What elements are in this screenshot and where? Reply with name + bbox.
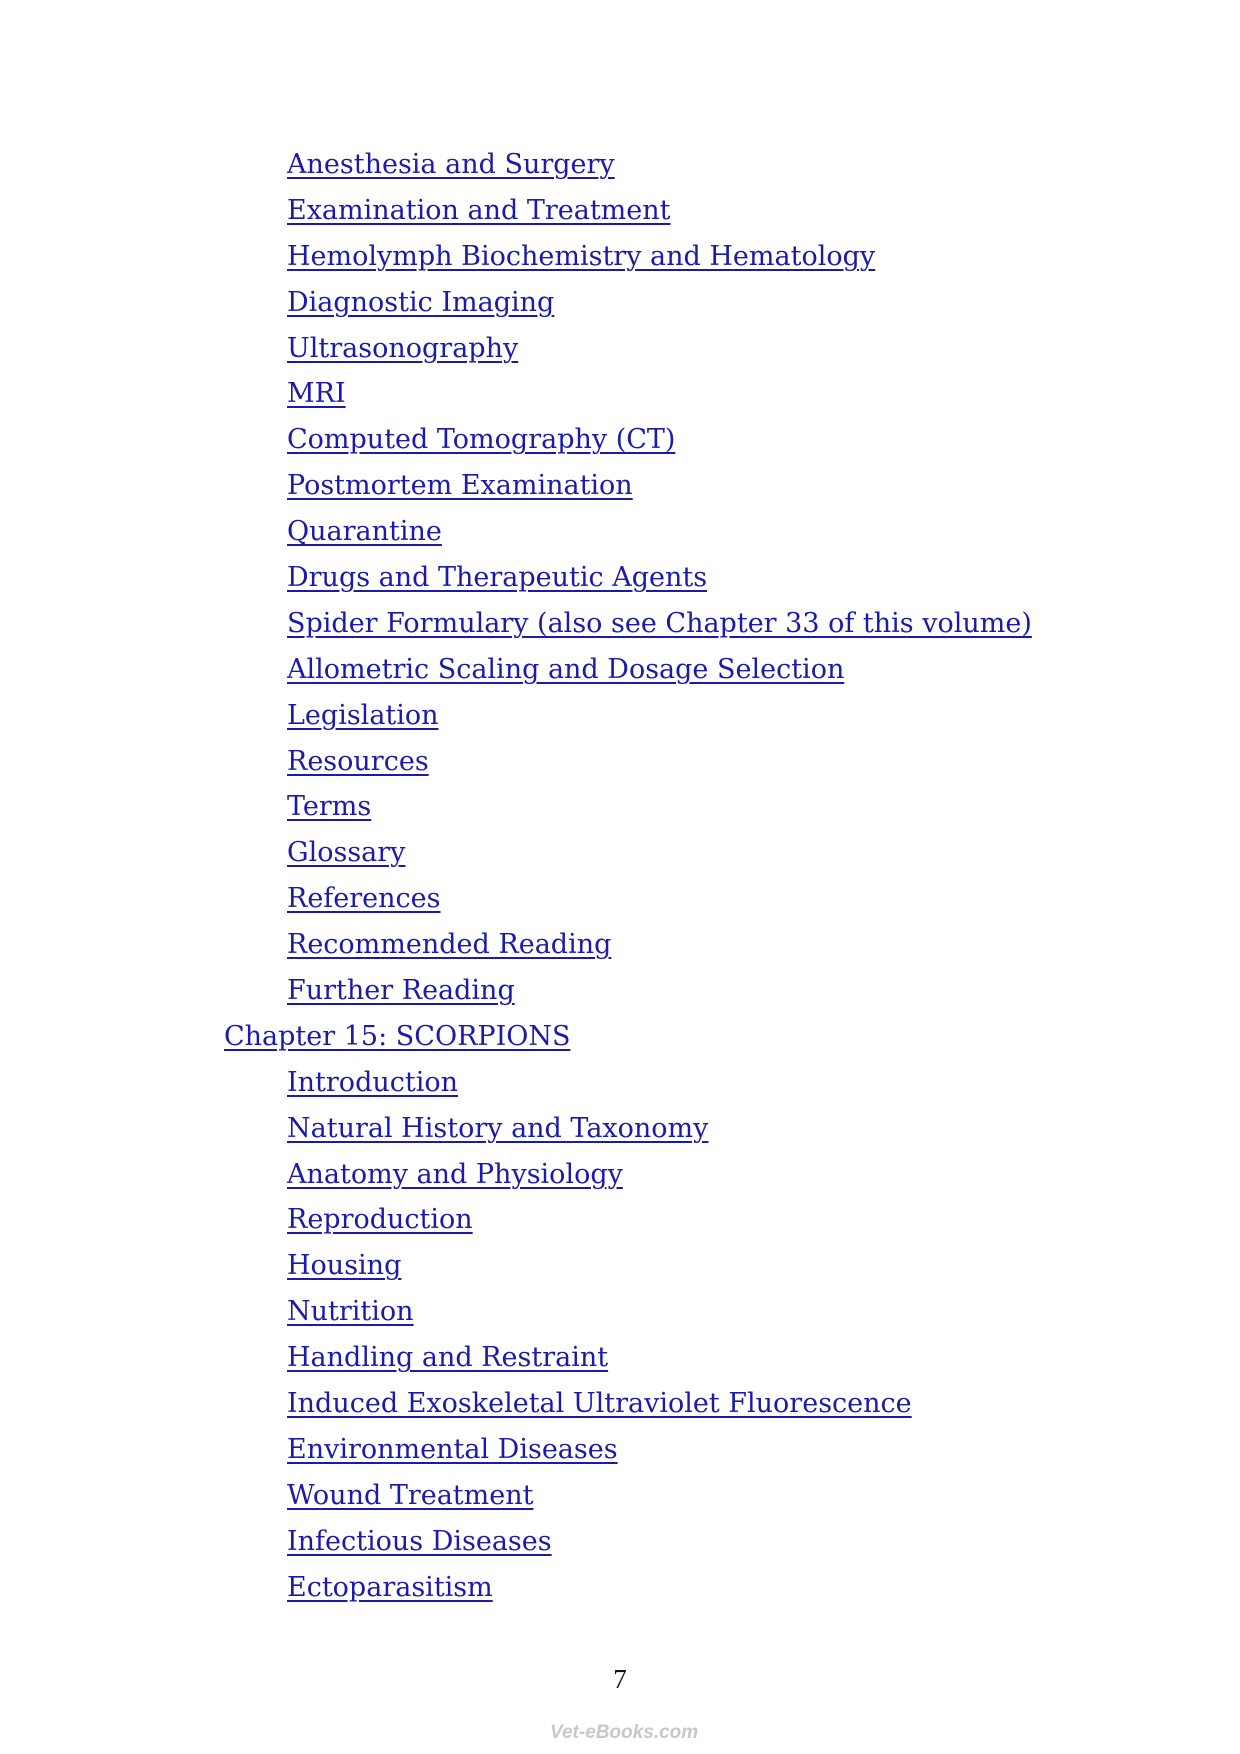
toc-link[interactable]: Hemolymph Biochemistry and Hematology bbox=[287, 240, 876, 272]
toc-link[interactable]: Terms bbox=[287, 791, 372, 823]
toc-link[interactable]: MRI bbox=[287, 378, 346, 410]
toc-entry bbox=[0, 237, 1240, 283]
toc-entry bbox=[0, 1063, 1240, 1109]
toc-entry bbox=[0, 787, 1240, 833]
toc-link[interactable]: Natural History and Taxonomy bbox=[287, 1112, 709, 1144]
toc-link[interactable]: Handling and Restraint bbox=[287, 1342, 609, 1374]
toc-entry bbox=[0, 604, 1240, 650]
toc-link[interactable]: Examination and Treatment bbox=[287, 194, 671, 226]
toc-entry bbox=[0, 1430, 1240, 1476]
toc-entry bbox=[0, 925, 1240, 971]
toc-entry bbox=[0, 879, 1240, 925]
toc-link[interactable]: Infectious Diseases bbox=[287, 1525, 552, 1557]
toc-link[interactable]: Housing bbox=[287, 1250, 402, 1282]
toc-link[interactable]: Ectoparasitism bbox=[287, 1571, 493, 1603]
toc-entry bbox=[0, 1200, 1240, 1246]
toc-entry bbox=[0, 1155, 1240, 1201]
watermark-logo bbox=[548, 1716, 698, 1746]
watermark-text: Vet-eBooks.com bbox=[550, 1722, 698, 1743]
toc-entry bbox=[0, 696, 1240, 742]
toc-link[interactable]: Legislation bbox=[287, 699, 439, 731]
toc-entry bbox=[0, 1246, 1240, 1292]
toc-entry bbox=[0, 1109, 1240, 1155]
toc-entry bbox=[0, 833, 1240, 879]
toc-entry bbox=[0, 283, 1240, 329]
toc-chapter-entry bbox=[0, 1017, 1240, 1063]
toc-link[interactable]: Allometric Scaling and Dosage Selection bbox=[287, 653, 845, 685]
toc-link[interactable]: References bbox=[287, 883, 441, 915]
toc-chapter-link[interactable]: Chapter 15: SCORPIONS bbox=[224, 1020, 571, 1052]
toc-entry bbox=[0, 512, 1240, 558]
toc-entry bbox=[0, 742, 1240, 788]
toc-entry bbox=[0, 145, 1240, 191]
toc-entry bbox=[0, 1338, 1240, 1384]
toc-entry bbox=[0, 1476, 1240, 1522]
toc-entry bbox=[0, 1292, 1240, 1338]
toc-link[interactable]: Anatomy and Physiology bbox=[287, 1158, 623, 1190]
toc-entry bbox=[0, 1522, 1240, 1568]
toc-link[interactable]: Spider Formulary (also see Chapter 33 of this volume) bbox=[287, 607, 1032, 639]
toc-entry bbox=[0, 1384, 1240, 1430]
toc-link[interactable]: Induced Exoskeletal Ultraviolet Fluorescence bbox=[287, 1388, 912, 1420]
toc-entry bbox=[0, 374, 1240, 420]
toc-link[interactable]: Recommended Reading bbox=[287, 929, 612, 961]
toc-entry bbox=[0, 1568, 1240, 1614]
toc-entry bbox=[0, 191, 1240, 237]
toc-link[interactable]: Wound Treatment bbox=[287, 1479, 534, 1511]
toc-link[interactable]: Computed Tomography (CT) bbox=[287, 424, 676, 456]
toc-entry bbox=[0, 971, 1240, 1017]
toc-link[interactable]: Reproduction bbox=[287, 1204, 473, 1236]
table-of-contents bbox=[0, 145, 1240, 1614]
toc-link[interactable]: Anesthesia and Surgery bbox=[287, 149, 615, 180]
toc-link[interactable]: Drugs and Therapeutic Agents bbox=[287, 562, 708, 594]
toc-link[interactable]: Diagnostic Imaging bbox=[287, 286, 555, 318]
toc-link[interactable]: Ultrasonography bbox=[287, 332, 519, 364]
toc-link[interactable]: Postmortem Examination bbox=[287, 470, 633, 502]
toc-link[interactable]: Further Reading bbox=[287, 975, 515, 1007]
toc-link[interactable]: Nutrition bbox=[287, 1296, 414, 1328]
toc-entry bbox=[0, 466, 1240, 512]
toc-entry bbox=[0, 650, 1240, 696]
toc-link[interactable]: Environmental Diseases bbox=[287, 1433, 618, 1465]
toc-entry bbox=[0, 420, 1240, 466]
toc-link[interactable]: Glossary bbox=[287, 837, 406, 869]
toc-link[interactable]: Introduction bbox=[287, 1066, 458, 1098]
toc-link[interactable]: Resources bbox=[287, 745, 429, 777]
toc-link[interactable]: Quarantine bbox=[287, 516, 442, 548]
page-number: 7 bbox=[613, 1664, 627, 1694]
toc-entry bbox=[0, 558, 1240, 604]
toc-entry bbox=[0, 329, 1240, 375]
